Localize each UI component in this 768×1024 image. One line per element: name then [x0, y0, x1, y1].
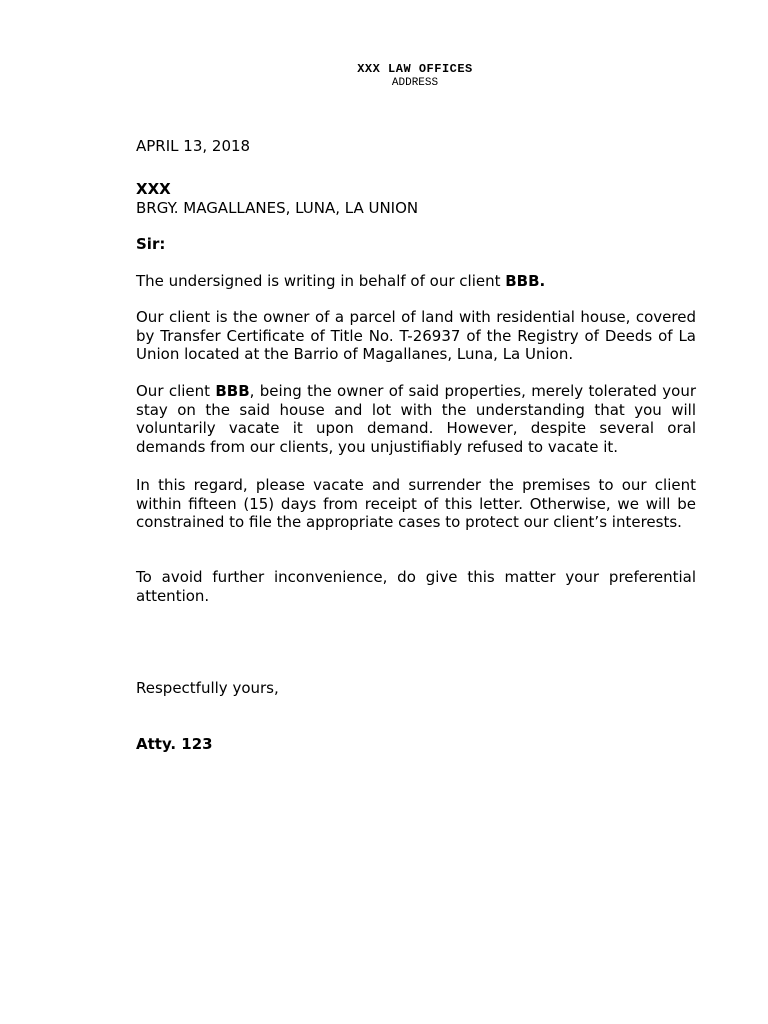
tolerance-text-pre: Our client — [136, 382, 216, 400]
recipient-name: XXX — [136, 180, 171, 198]
firm-name: XXX LAW OFFICES — [357, 62, 473, 76]
paragraph-closing-request: To avoid further inconvenience, do give this matter your preferential attention. — [136, 568, 696, 605]
paragraph-tolerance — [136, 382, 696, 456]
client-name-inline: BBB — [215, 382, 250, 400]
paragraph-intro — [136, 272, 696, 291]
complimentary-close: Respectfully yours, — [136, 679, 279, 697]
signatory-name: Atty. 123 — [136, 735, 213, 753]
letterhead — [0, 62, 768, 90]
intro-text: The undersigned is writing in behalf of our client — [136, 272, 506, 290]
client-name: BBB. — [505, 272, 546, 290]
paragraph-demand: In this regard, please vacate and surrender the premises to our client within fifteen (15) days from receipt of this letter. Otherwise, we will be constrained to file the appropriate cases to protect our client’s interests. — [136, 476, 696, 531]
paragraph-property: Our client is the owner of a parcel of land with residential house, covered by Transfer Certificate of Title No. T-26937 of the Registry of Deeds of La Union located at the Barrio of Magallanes, Luna, La Union. — [136, 308, 696, 363]
tolerance-text-post: , being the owner of said properties, merely tolerated your stay on the said house and lot with the understanding that you will voluntarily vacate it upon demand. However, despite several oral demands from our clients, you unjustifiably refused to vacate it. — [136, 382, 696, 456]
firm-address: ADDRESS — [391, 77, 439, 89]
recipient-block — [136, 180, 696, 217]
letter-date: APRIL 13, 2018 — [136, 137, 251, 155]
recipient-address: BRGY. MAGALLANES, LUNA, LA UNION — [136, 198, 419, 217]
salutation: Sir: — [136, 235, 166, 253]
